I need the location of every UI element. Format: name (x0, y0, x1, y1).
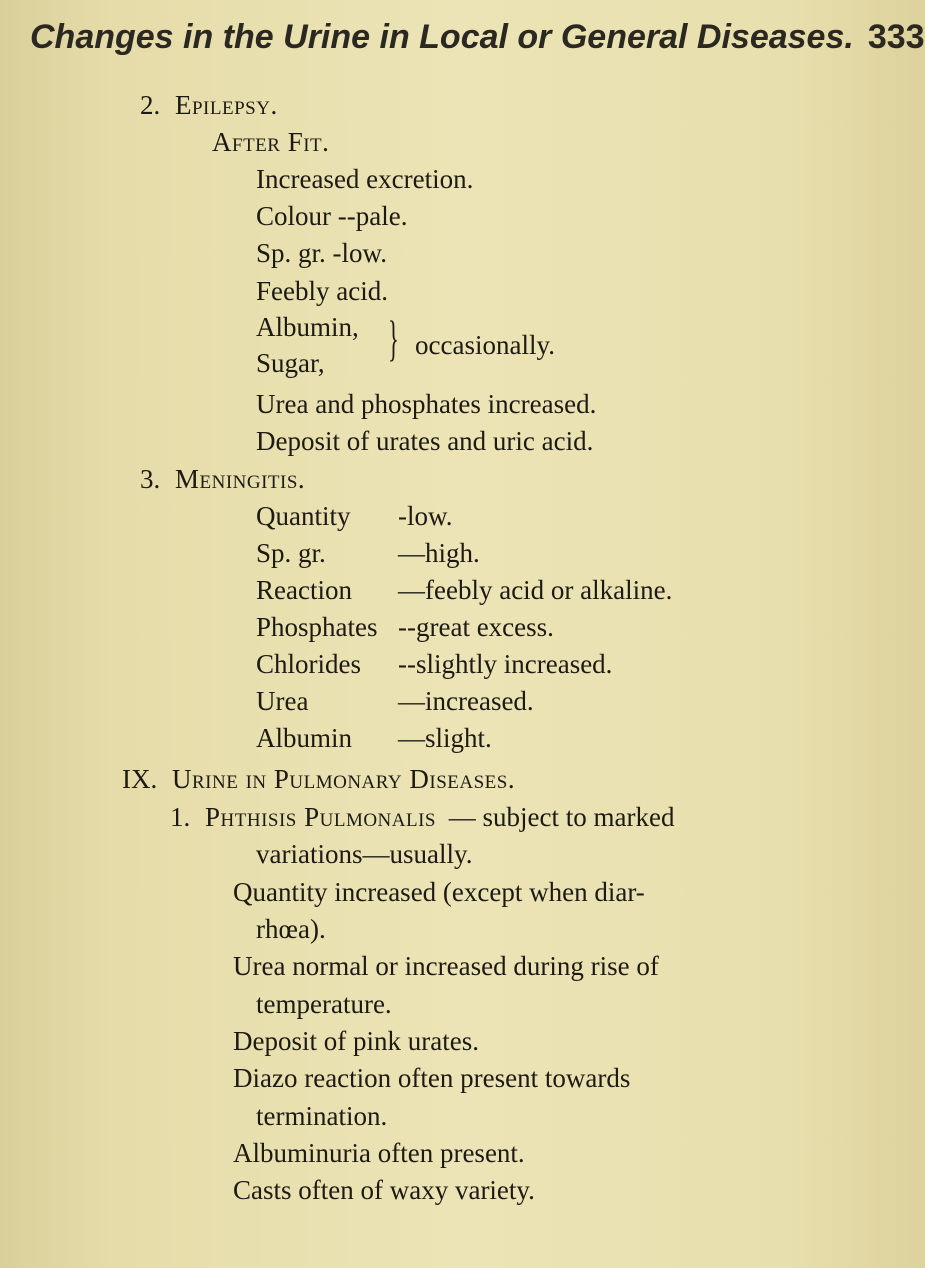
phthisis-title: Phthisis Pulmonalis (205, 802, 437, 832)
phthisis-line: Casts often of waxy variety. (233, 1175, 535, 1205)
epilepsy-number: 2. (140, 90, 161, 120)
header-title: Changes in the Urine in Local or General Diseases. (30, 18, 854, 56)
brace-note: occasionally. (415, 330, 555, 360)
meningitis-row-label: Sp. gr. (256, 538, 326, 568)
epilepsy-subtitle: After Fit. (212, 127, 330, 157)
meningitis-row-value: —high. (398, 538, 480, 568)
epilepsy-heading (140, 92, 278, 119)
phthisis-line: Diazo reaction often present towards (233, 1063, 631, 1093)
meningitis-row-value: -low. (398, 501, 453, 531)
running-header (30, 18, 925, 57)
meningitis-row-label: Urea (256, 686, 309, 716)
epilepsy-line: Colour --pale. (256, 201, 408, 231)
brace-item-sugar: Sugar, (256, 348, 325, 378)
section-ix-title: Urine in Pulmonary Diseases. (172, 764, 516, 794)
epilepsy-title: Epilepsy. (175, 90, 278, 120)
phthisis-line: variations—usually. (256, 839, 473, 869)
phthisis-line: Albuminuria often present. (233, 1138, 525, 1168)
meningitis-row-label: Chlorides (256, 649, 361, 679)
epilepsy-line: Increased excretion. (256, 164, 474, 194)
meningitis-row-label: Albumin (256, 723, 353, 753)
phthisis-line: Urea normal or increased during rise of (233, 951, 659, 981)
section-ix-heading (122, 766, 515, 793)
meningitis-row-label: Quantity (256, 501, 351, 531)
meningitis-row-value: --slightly increased. (398, 649, 613, 679)
meningitis-row-value: —slight. (398, 723, 492, 753)
phthisis-line: Quantity increased (except when diar- (233, 877, 645, 907)
meningitis-title: Meningitis. (175, 464, 306, 494)
meningitis-row-value: --great excess. (398, 612, 554, 642)
phthisis-line: termination. (256, 1101, 388, 1131)
curly-brace-icon: } (388, 310, 399, 366)
meningitis-number: 3. (140, 464, 161, 494)
meningitis-row-label: Reaction (256, 575, 352, 605)
phthisis-heading (170, 804, 674, 831)
meningitis-heading (140, 466, 305, 493)
epilepsy-line: Sp. gr. -low. (256, 238, 388, 268)
meningitis-row-label: Phosphates (256, 612, 378, 642)
brace-item-albumin: Albumin, (256, 312, 359, 342)
epilepsy-line: Feebly acid. (256, 276, 388, 306)
meningitis-row-value: —increased. (398, 686, 534, 716)
phthisis-line: Deposit of pink urates. (233, 1026, 479, 1056)
epilepsy-line: Deposit of urates and uric acid. (256, 426, 594, 456)
section-ix-number: IX. (122, 764, 158, 794)
epilepsy-line: Urea and phosphates increased. (256, 389, 597, 419)
phthisis-dash-text: — subject to marked (448, 802, 675, 832)
page-number: 333 (867, 18, 925, 56)
phthisis-line: temperature. (256, 989, 392, 1019)
phthisis-number: 1. (170, 802, 191, 832)
phthisis-line: rhœa). (256, 914, 326, 944)
meningitis-row-value: —feebly acid or alkaline. (398, 575, 673, 605)
